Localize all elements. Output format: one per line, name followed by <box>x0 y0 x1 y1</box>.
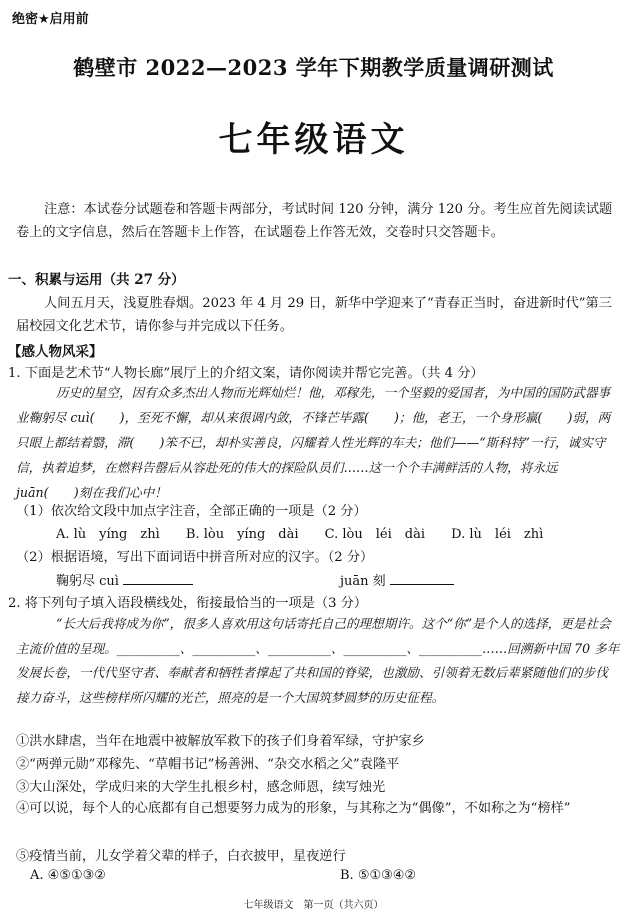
confidential-mark: 绝密★启用前 <box>12 12 89 27</box>
section-intro: 人间五月天，浅夏胜春烟。2023 年 4 月 29 日，新华中学迎来了“青春正当时，奋进新时代”第三届校园文化艺术节，请你参与并完成以下任务。 <box>16 296 612 334</box>
option-d[interactable]: D. lù léi zhì <box>451 527 544 542</box>
option-2a[interactable]: A. ④⑤①③② <box>30 868 106 883</box>
question-1-stem: 1. 下面是艺术节“人物长廊”展厅上的介绍文案，请你阅读并帮它完善。（共 4 分） <box>8 366 484 381</box>
subject-title: 七年级语文 <box>218 120 409 160</box>
question-1-sub2: （2）根据语境，写出下面词语中拼音所对应的汉字。（2 分） <box>16 550 374 565</box>
fill-blank-b-label: juān 刻 <box>340 574 386 589</box>
subsection-heading: 【感人物风采】 <box>8 344 103 360</box>
sentence-2: ②“两弹元勋”邓稼先、“草帽书记”杨善洲、“杂交水稻之父”袁隆平 <box>16 757 400 772</box>
fill-blank-a-line[interactable] <box>123 572 193 585</box>
question-2-stem: 2. 将下列句子填入语段横线处，衔接最恰当的一项是（3 分） <box>8 596 368 611</box>
sentence-4: ④可以说，每个人的心底都有自己想要努力成为的形象，与其称之为“偶像”，不如称之为“榜样” <box>16 801 571 816</box>
sentence-1: ①洪水肆虐，当年在地震中被解放军救下的孩子们身着军绿，守护家乡 <box>16 734 425 749</box>
option-b[interactable]: B. lòu yíng dài <box>185 527 299 542</box>
fill-blank-a-label: 鞠躬尽 cuì <box>56 574 119 589</box>
sentence-3: ③大山深处，学成归来的大学生扎根乡村，感念师恩，续写烛光 <box>16 780 386 795</box>
question-1-options <box>56 523 565 542</box>
question-2-passage: “长大后我将成为你”，很多人喜欢用这句话寄托自己的理想期许。这个“你”是个人的选择，更是社会主流价值的呈现。__________、__________、__________、__________、__________……回溯新中国 70 多年发展长卷，一代代坚守者、奉献者和牺牲者撑起了共和国的脊梁，也激励、引领着无数后辈紧随他们的步伐接力奋斗，这些榜样所闪耀的光芒，照亮的是一个大国筑梦圆梦的历史征程。 <box>16 616 620 705</box>
question-1-passage: 历史的星空，因有众多杰出人物而光辉灿烂！他，邓稼先，一个坚毅的爱国者，为中国的国防武器事业鞠躬尽 cuì( )，至死不懈，却从来很调内敛，不锋芒毕露( )；他，老王，一个身形羸( )弱，两只眼上都结着翳，滞( )笨不已，却朴实善良，闪耀着人性光辉的车夫；他们——“斯科特”一行，诚实守信，执着追梦，在燃料告罄后从容赴死的伟大的探险队员们……这一个个丰满鲜活的人物，将永远 juān( )刻在我们心中！ <box>16 385 611 500</box>
option-2b[interactable]: B. ⑤①③④② <box>340 868 417 883</box>
notice-text: 注意：本试卷分试题卷和答题卡两部分，考试时间 120 分钟，满分 120 分。考生应首先阅读试题卷上的文字信息，然后在答题卡上作答，在试题卷上作答无效，交卷时只交答题卡。 <box>16 202 613 240</box>
sentence-5: ⑤疫情当前，儿女学着父辈的样子，白衣披甲，星夜逆行 <box>16 849 346 864</box>
section-heading: 一、积累与运用（共 27 分） <box>8 272 185 288</box>
option-a[interactable]: A. lù yíng zhì <box>56 527 160 542</box>
fill-blank-b-line[interactable] <box>390 572 454 585</box>
question-1-sub1: （1）依次给文段中加点字注音，全部正确的一项是（2 分） <box>16 504 367 519</box>
fill-blank-a[interactable] <box>56 570 193 589</box>
fill-blank-b[interactable] <box>340 570 454 589</box>
option-c[interactable]: C. lòu léi dài <box>324 527 426 542</box>
page-footer: 七年级语文 第一页（共六页） <box>243 900 384 911</box>
exam-title: 鹤壁市 2022—2023 学年下期教学质量调研测试 <box>73 55 554 80</box>
